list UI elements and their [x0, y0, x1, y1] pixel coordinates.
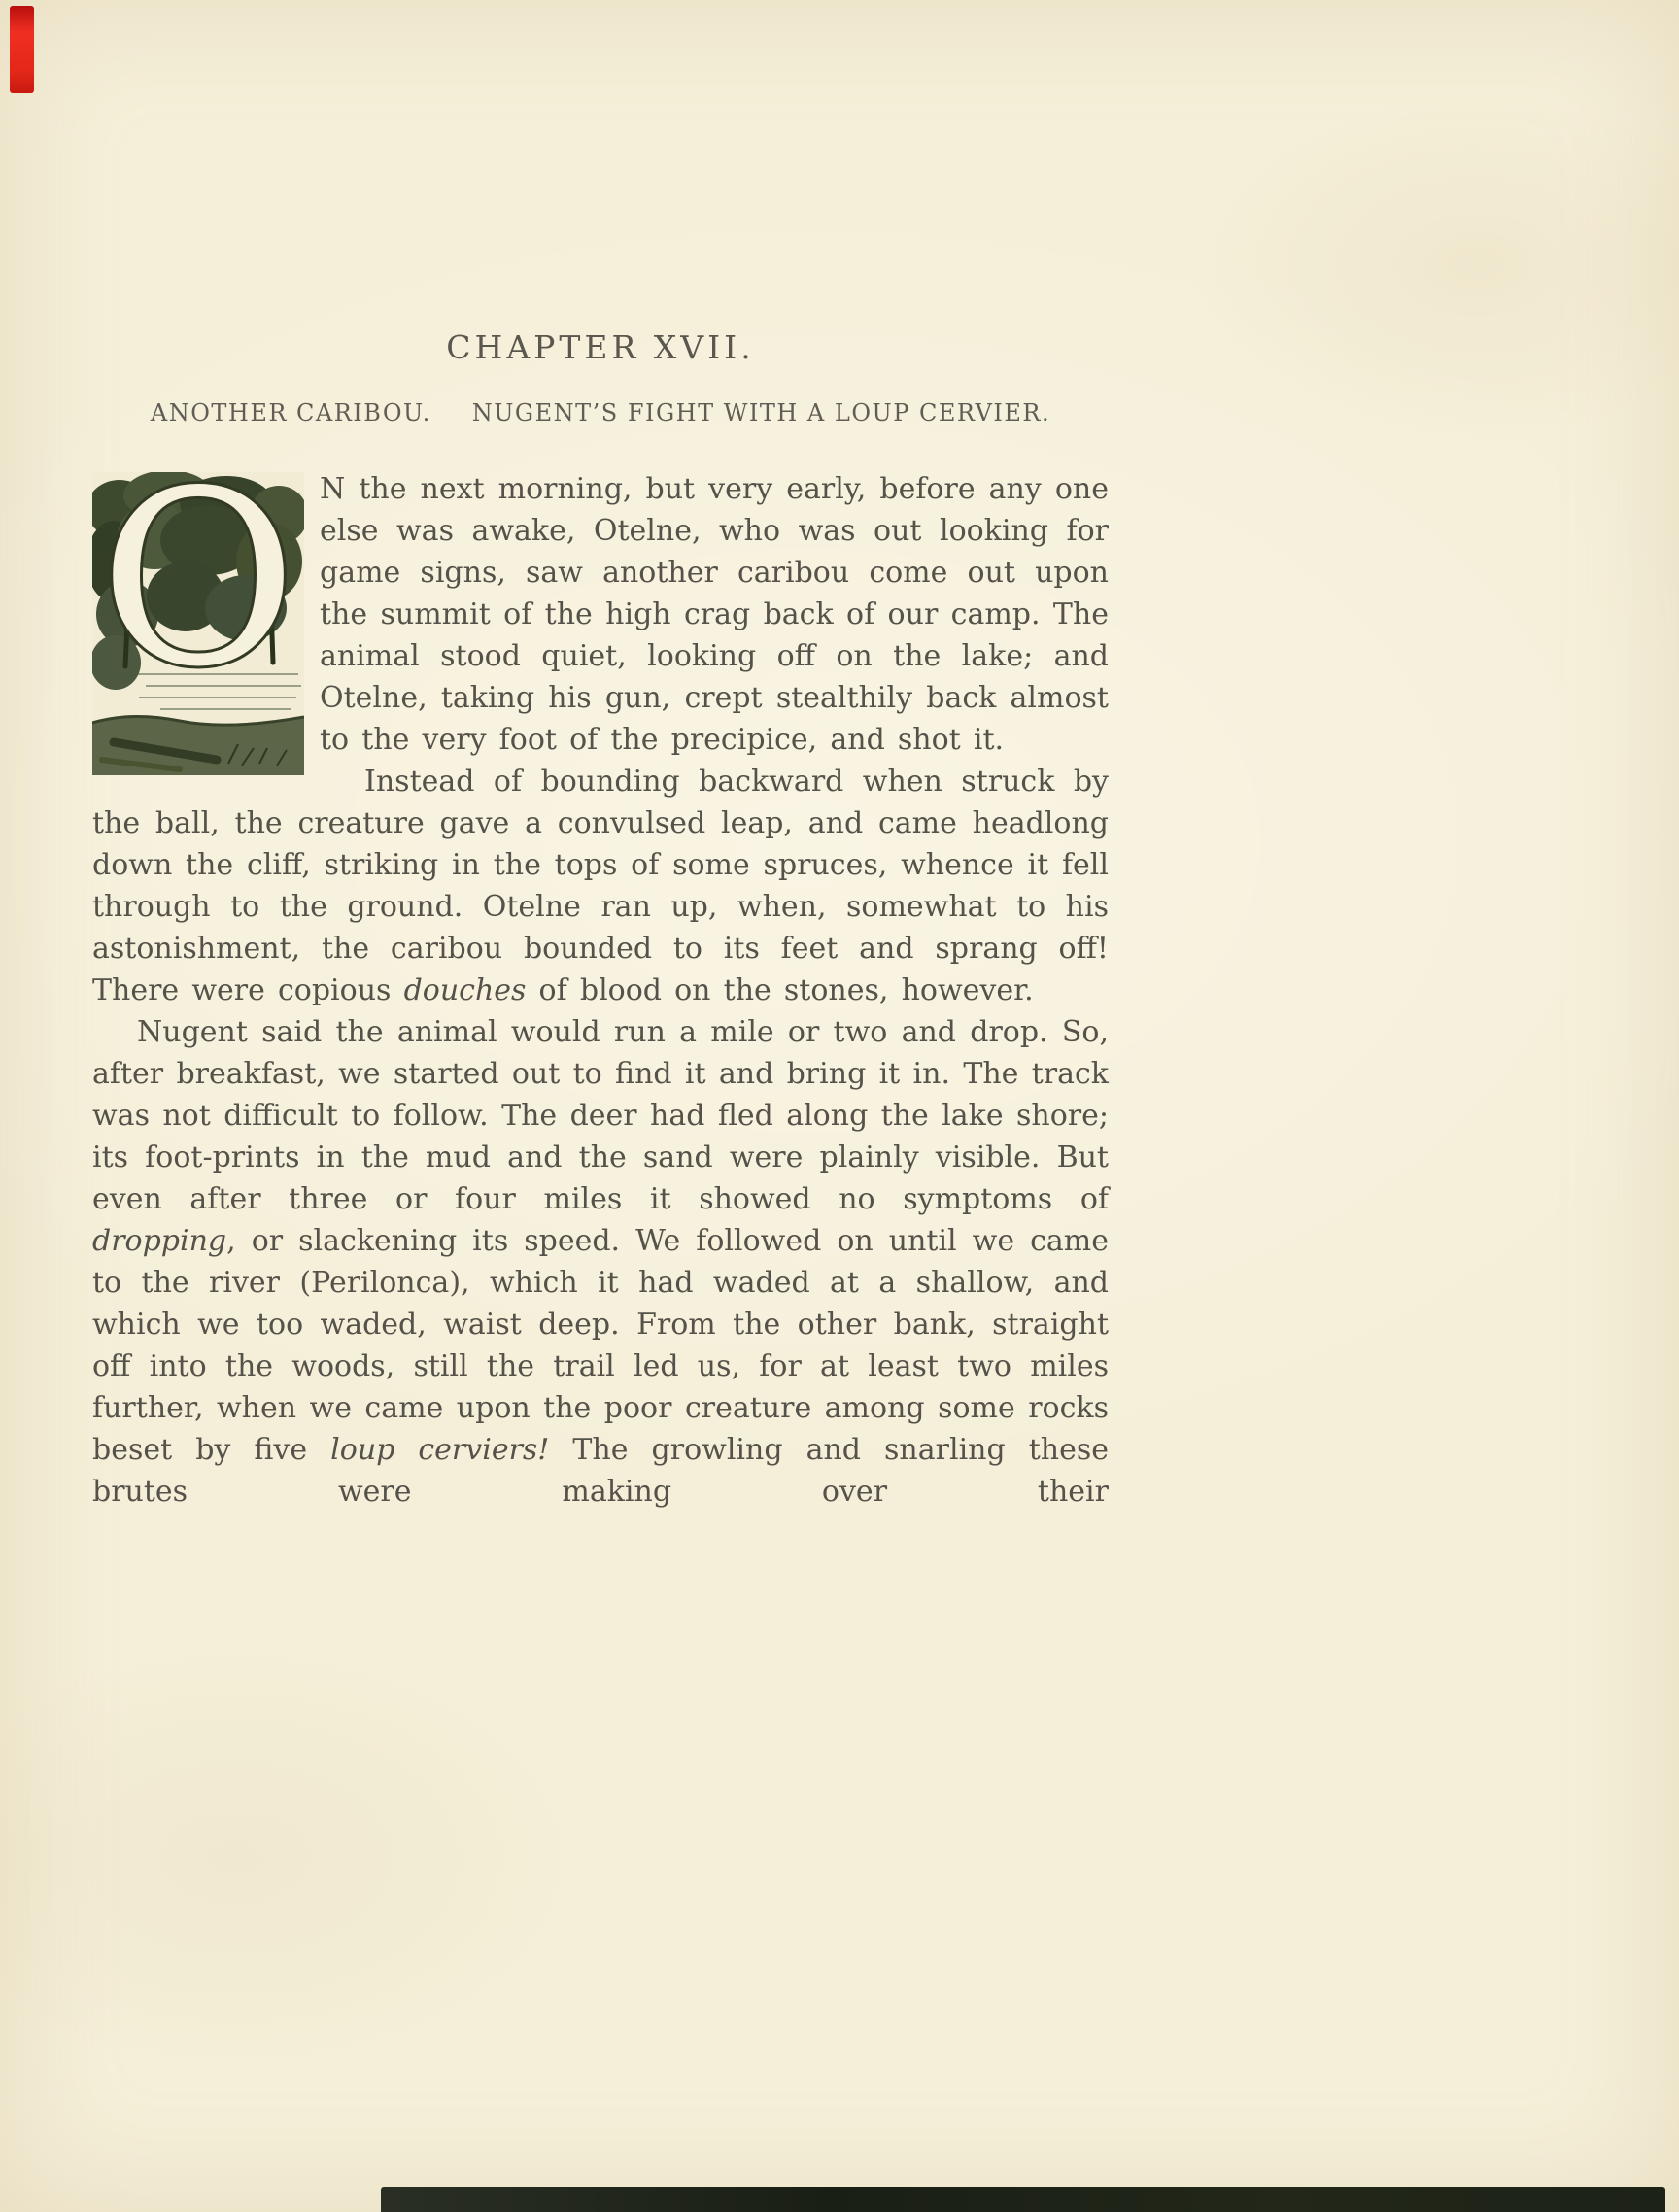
scan-edge-bar: [381, 2187, 1665, 2212]
woodcut-forest-lake-scene: [92, 472, 304, 775]
chapter-subtitle-part2: NUGENT’S FIGHT WITH A LOUP CERVIER.: [471, 399, 1051, 426]
text-segment: Nugent said the animal would run a mile or two and drop. So, after breakfast, we started out to find it and bring it in. The track was not difficult to follow. The deer had fled along the lake shore; its foot-prints in the mud and the sand were plainly visible. But even after three or four miles it showed no symptoms of: [92, 1015, 1109, 1216]
shore-foreground: [92, 716, 304, 775]
text-segment-italic: douches: [403, 973, 527, 1007]
body-text: [92, 468, 1109, 1513]
red-ink-scan-mark: [10, 6, 34, 93]
drop-cap-illustration: [92, 472, 304, 775]
text-segment: Instead of bounding backward when struck by the ball, the creature gave a convulsed leap, and came headlong down the cliff, striking in the tops of some spruces, whence it fell through to the ground. Otelne ran up, when, somewhat to his astonishment, the caribou bounded to its feet and sprang off! There were copious: [92, 765, 1109, 1007]
text-segment: N the next morning, but very early, before any one else was awake, Otelne, who was out looking for game signs, saw another caribou come out upon the summit of the high crag back of our camp. The animal stood quiet, looking off on the lake; and Otelne, taking his gun, crept stealthily back almost to the very foot of the precipice, and shot it.: [320, 472, 1109, 757]
paragraph-2: [92, 761, 1109, 1011]
chapter-subtitle-part1: ANOTHER CARIBOU.: [150, 399, 431, 426]
text-segment: , or slackening its speed. We followed on until we came to the river (Perilonca), which it had waded at a shallow, and which we too waded, waist deep. From the other bank, straight off into the woods, still the trail led us, for at least two miles further, when we came upon the poor creature among some rocks beset by five: [92, 1224, 1109, 1467]
drop-cap-letter: O: [99, 472, 297, 720]
chapter-subtitle: [92, 396, 1109, 429]
chapter-title: CHAPTER XVII.: [446, 328, 755, 366]
paragraph-3: [92, 1011, 1109, 1513]
page-content: [92, 328, 1109, 1513]
text-segment-italic: dropping: [92, 1224, 227, 1258]
text-segment: The growling and snarling these brutes were making over their: [92, 1433, 1110, 1509]
text-segment: of blood on the stones, however.: [526, 973, 1034, 1007]
text-segment-italic: loup cerviers!: [330, 1433, 550, 1467]
